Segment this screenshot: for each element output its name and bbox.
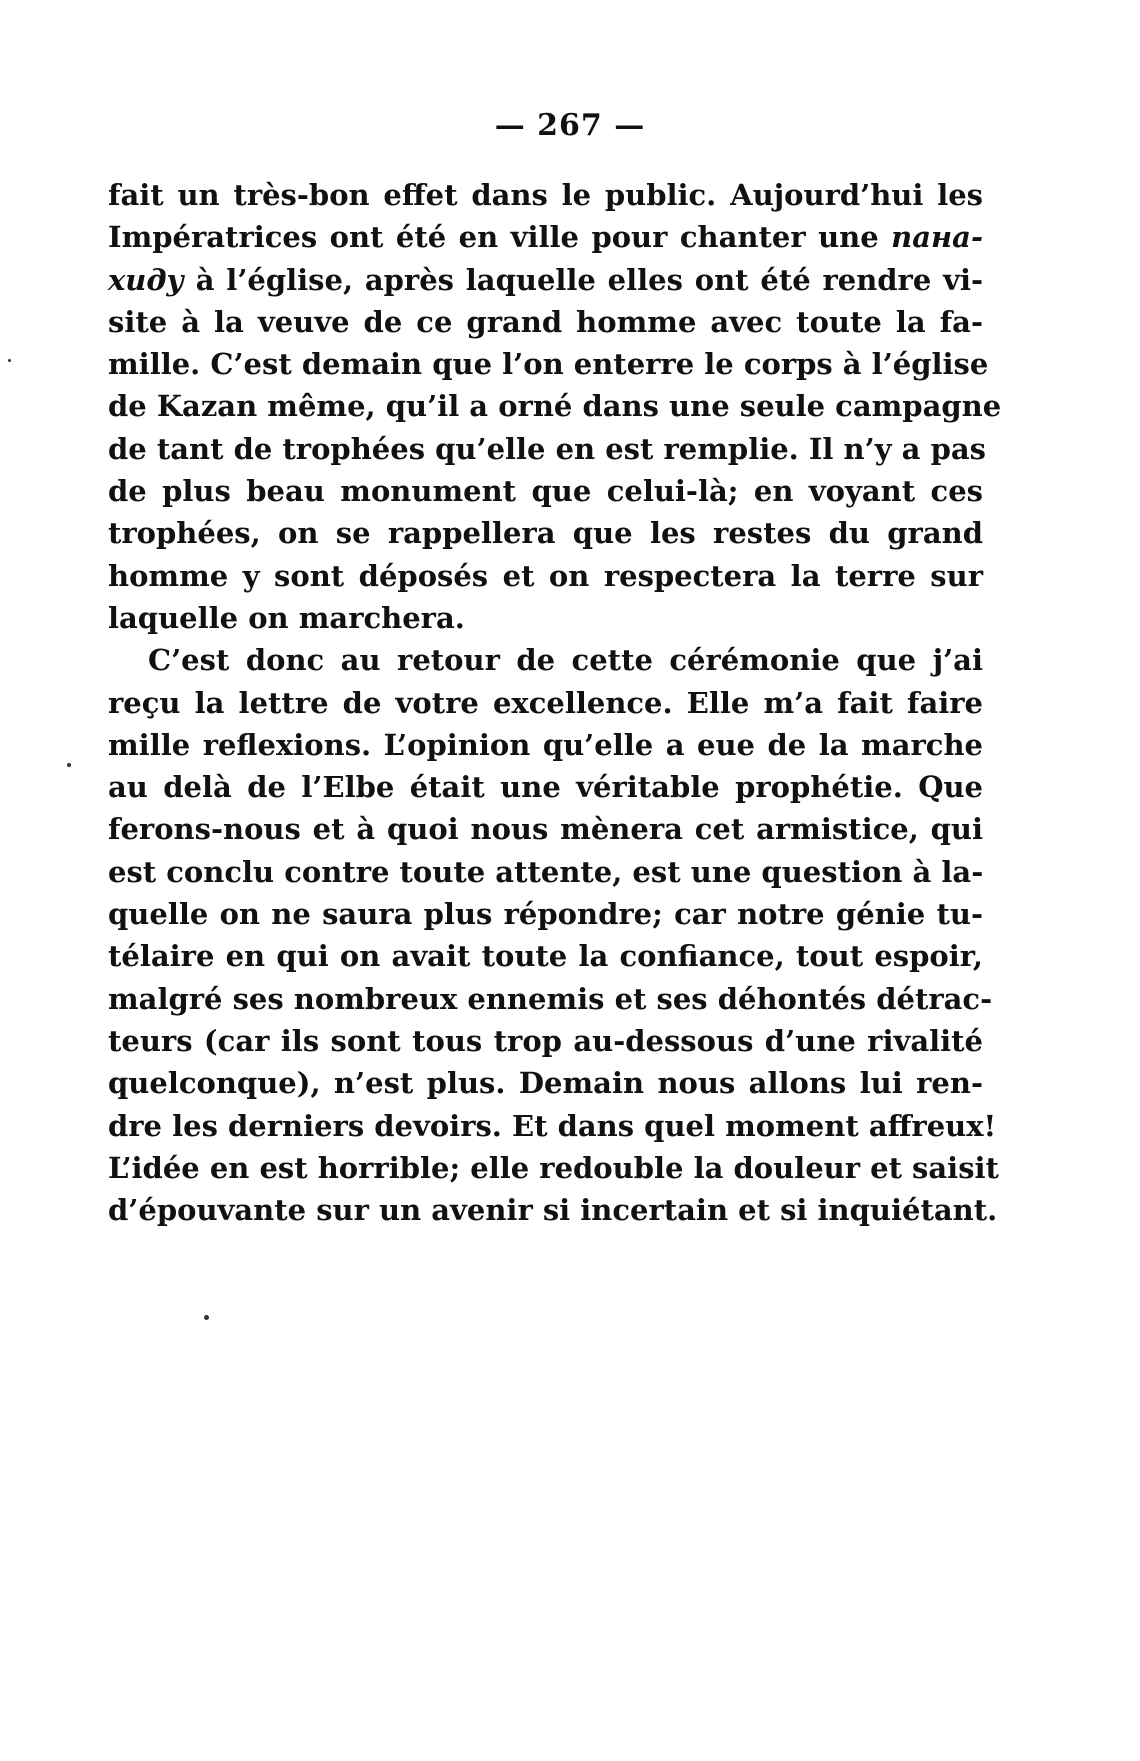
text-line: au delà de l’Elbe était une véritable prophétie. Que <box>108 770 983 805</box>
text-line: quelle on ne saura plus répondre; car notre génie tu- <box>108 897 983 932</box>
text-line: quelconque), n’est plus. Demain nous allons lui ren- <box>108 1066 983 1101</box>
text-line: ferons-nous et à quoi nous mènera cet armistice, qui <box>108 812 983 847</box>
text-line: fait un très-bon effet dans le public. Aujourd’hui les <box>108 178 983 212</box>
text-segment: Impératrices ont été en ville pour chanter une <box>108 220 879 255</box>
text-line: de plus beau monument que celui-là; en voyant ces <box>108 474 983 509</box>
text-line: L’idée en est horrible; elle redouble la douleur et saisit <box>108 1150 999 1185</box>
text-line <box>108 216 983 258</box>
text-line: teurs (car ils sont tous trop au-dessous d’une rivalité <box>108 1023 983 1058</box>
text-line: trophées, on se rappellera que les restes du grand <box>108 516 983 551</box>
text-line: d’épouvante sur un avenir si incertain et si inquiétant. <box>108 1193 998 1228</box>
text-line: télaire en qui on avait toute la confiance, tout espoir, <box>108 939 983 974</box>
print-speck <box>8 359 11 362</box>
text-line: mille. C’est demain que l’on enterre le corps à l’église <box>108 347 989 382</box>
text-line: malgré ses nombreux ennemis et ses déhontés détrac- <box>108 981 993 1016</box>
body-text <box>108 174 1002 1231</box>
text-line: C’est donc au retour de cette cérémonie que j’ai <box>148 643 983 678</box>
text-line: de tant de trophées qu’elle en est remplie. Il n’y a pas <box>108 431 986 466</box>
text-line: homme y sont déposés et on respectera la terre sur <box>108 558 983 593</box>
text-line: site à la veuve de ce grand homme avec toute la fa- <box>108 304 983 339</box>
text-line <box>108 259 983 301</box>
print-speck <box>67 763 71 767</box>
page-number: — 267 — <box>494 108 646 143</box>
text-line: dre les derniers devoirs. Et dans quel moment affreux! <box>108 1108 997 1143</box>
foreign-word: хиду <box>108 262 184 297</box>
print-speck <box>204 1315 209 1320</box>
text-line: est conclu contre toute attente, est une question à la- <box>108 854 984 889</box>
foreign-word: пана- <box>891 220 983 255</box>
text-segment: à l’église, après laquelle elles ont été rendre vi- <box>195 262 983 297</box>
text-line: reçu la lettre de votre excellence. Elle m’a fait faire <box>108 685 983 720</box>
text-line: laquelle on marchera. <box>108 600 465 635</box>
text-line: mille reflexions. L’opinion qu’elle a eue de la marche <box>108 727 983 762</box>
text-line: de Kazan même, qu’il a orné dans une seule campagne <box>108 389 1002 424</box>
